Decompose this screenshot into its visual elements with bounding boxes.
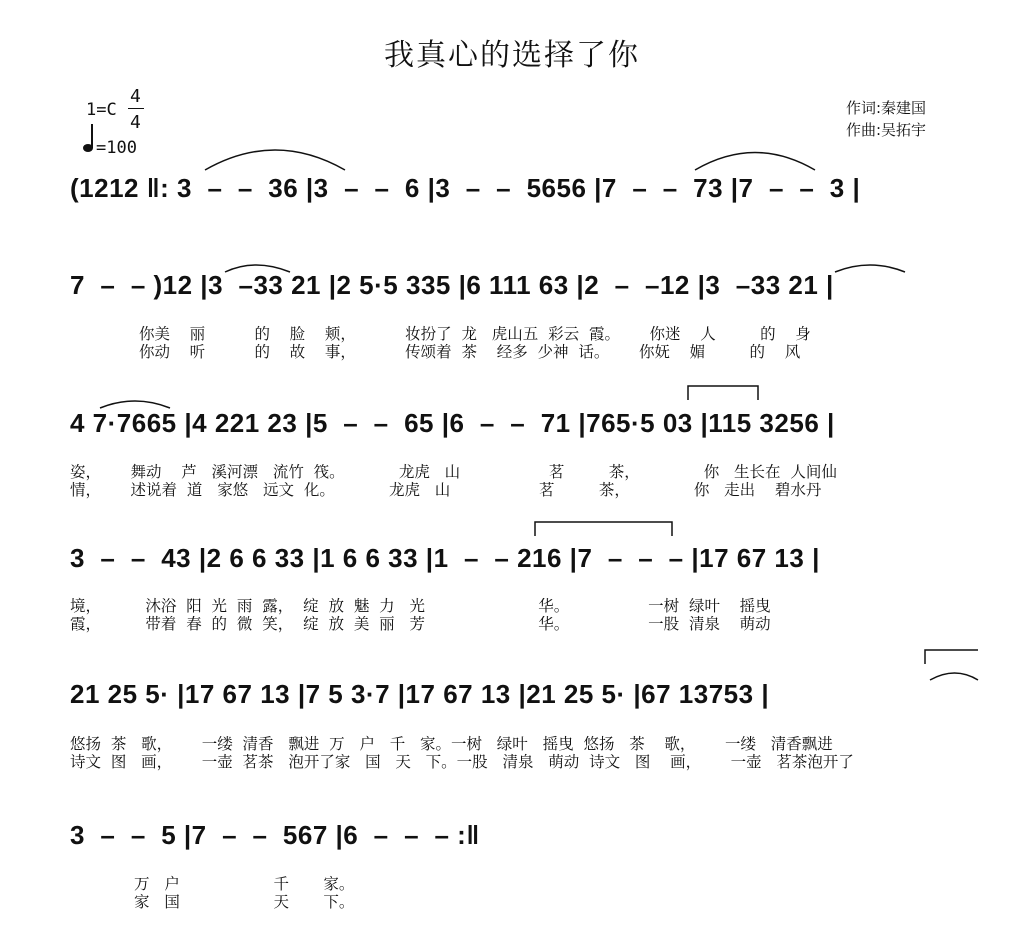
slur-mark: [100, 401, 170, 408]
slur-mark: [835, 265, 905, 272]
lyric-line-4-verse-2: 霞， 带着 春 的 微 笑， 绽 放 美 丽 芳 华。 一股 清泉 萌动: [70, 615, 771, 633]
volta-bracket: [535, 522, 672, 536]
notation-line-1: (1212 ‖: 3 – – 36 |3 – – 6 |3 – – 5656 |7 – – 73 |7 – – 3 |: [70, 173, 861, 203]
lyric-line-6-verse-2: 家 国 天 下。: [70, 893, 355, 911]
song-title: 我真心的选择了你: [384, 38, 640, 73]
slur-mark: [930, 673, 978, 680]
lyric-line-2-verse-2: 你动 听 的 故 事， 传颂着 茶 经多 少神 话。 你妩 媚 的 风: [70, 343, 801, 361]
lyric-line-5-verse-1: 悠扬 茶 歌， 一缕 清香 飘进 万 户 千 家。一树 绿叶 摇曳 悠扬 茶 歌， 一缕 清香飘进: [70, 735, 833, 753]
lyric-line-5-verse-2: 诗文 图 画， 一壶 茗茶 泡开了家 国 天 下。一股 清泉 萌动 诗文 图 画， 一壶 茗茶泡开了: [70, 753, 854, 771]
tempo-marking: =100: [96, 138, 137, 158]
slur-mark: [205, 150, 345, 170]
lyric-line-6-verse-1: 万 户 千 家。: [70, 875, 355, 893]
notation-line-3: 4 7·7665 |4 221 23 |5 – – 65 |6 – – 71 |765·5 03 |115 3256 |: [70, 408, 835, 438]
lyric-line-4-verse-1: 境， 沐浴 阳 光 雨 露， 绽 放 魅 力 光 华。 一树 绿叶 摇曳: [70, 597, 771, 615]
time-signature-top: 4: [130, 86, 141, 107]
composer-credit: 作曲:吴拓宇: [846, 121, 927, 139]
lyric-line-2-verse-1: 你美 丽 的 脸 颊， 妆扮了 龙 虎山五 彩云 霞。 你迷 人 的 身: [70, 325, 811, 343]
notation-line-6: 3 – – 5 |7 – – 567 |6 – – – :‖: [70, 820, 480, 850]
notation-line-5: 21 25 5· |17 67 13 |7 5 3·7 |17 67 13 |21 25 5· |67 13753 |: [70, 679, 770, 709]
lyric-line-3-verse-1: 姿， 舞动 芦 溪河漂 流竹 筏。 龙虎 山 茗 茶， 你 生长在 人间仙: [70, 463, 837, 481]
slur-mark: [225, 265, 290, 272]
time-signature-bottom: 4: [130, 112, 141, 133]
lyric-line-3-verse-2: 情， 述说着 道 家悠 远文 化。 龙虎 山 茗 茶， 你 走出 碧水丹: [70, 481, 822, 499]
volta-bracket: [925, 650, 978, 664]
slur-mark: [695, 153, 815, 171]
notation-line-2: 7 – – )12 |3 –33 21 |2 5·5 335 |6 111 63 |2 – –12 |3 –33 21 |: [70, 270, 834, 300]
key-signature: 1=C: [86, 100, 117, 120]
volta-bracket: [688, 386, 758, 400]
lyricist-credit: 作词:秦建国: [846, 99, 927, 117]
notation-line-4: 3 – – 43 |2 6 6 33 |1 6 6 33 |1 – – 216 |7 – – – |17 67 13 |: [70, 543, 820, 573]
